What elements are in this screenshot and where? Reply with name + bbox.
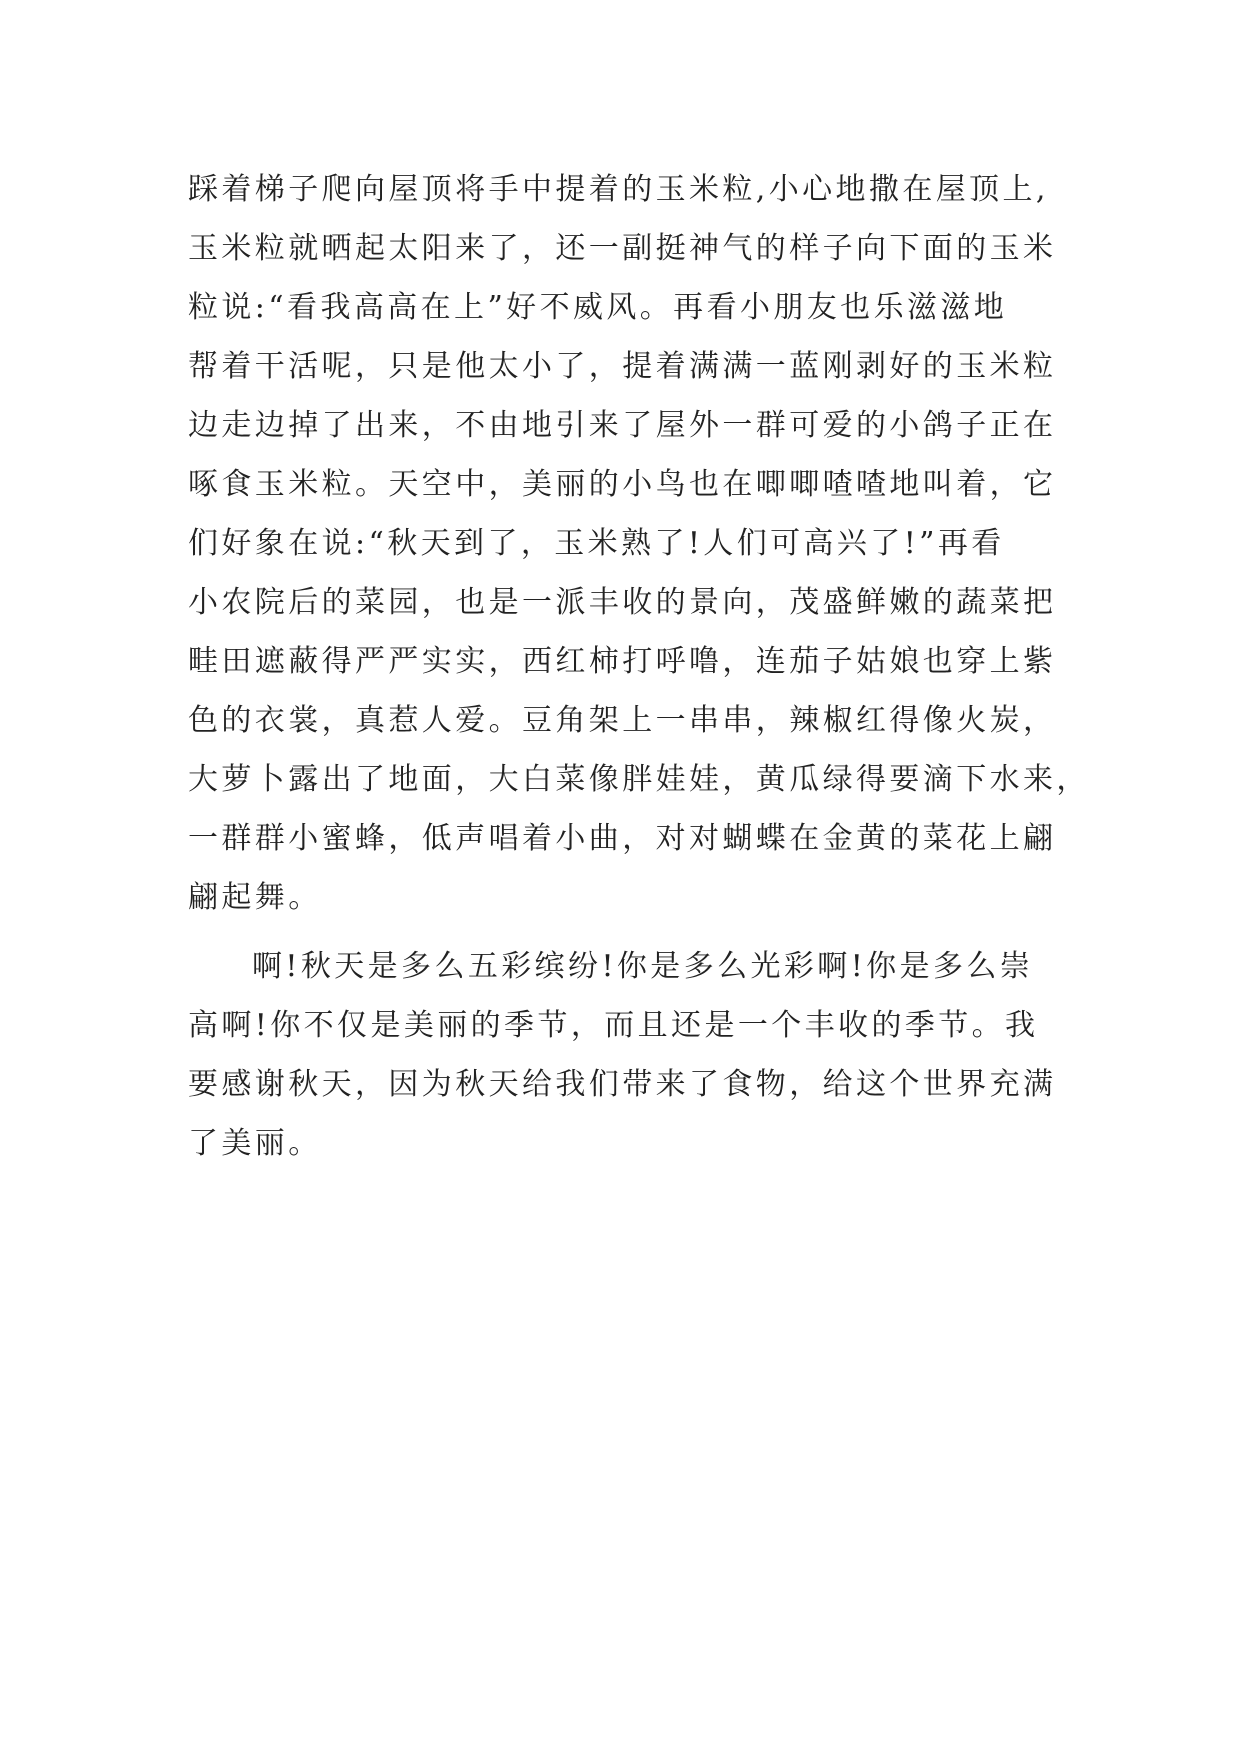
text-line: 翩起舞。 [188, 880, 322, 915]
text-line: 们好象在说:“秋天到了，玉米熟了!人们可高兴了!”再看 [188, 526, 1005, 561]
text-line: 小农院后的菜园，也是一派丰收的景向，茂盛鲜嫩的蔬菜把 [188, 585, 1057, 620]
text-line: 玉米粒就晒起太阳来了，还一副挺神气的样子向下面的玉米 [188, 231, 1057, 266]
text-line: 粒说:“看我高高在上”好不威风。再看小朋友也乐滋滋地 [188, 290, 1008, 325]
text-line: 色的衣裳，真惹人爱。豆角架上一串串，辣椒红得像火炭， [188, 703, 1057, 738]
body-text [188, 160, 1088, 1173]
text-line: 边走边掉了出来，不由地引来了屋外一群可爱的小鸽子正在 [188, 408, 1057, 443]
paragraph-harvest-scene [188, 160, 1088, 927]
text-line: 了美丽。 [188, 1126, 322, 1161]
text-line: 要感谢秋天，因为秋天给我们带来了食物，给这个世界充满 [188, 1067, 1057, 1102]
paragraph-conclusion [188, 937, 1088, 1173]
text-line: 踩着梯子爬向屋顶将手中提着的玉米粒,小心地撒在屋顶上, [188, 172, 1049, 207]
paragraph-gap [188, 927, 1088, 937]
text-line: 啄食玉米粒。天空中，美丽的小鸟也在唧唧喳喳地叫着，它 [188, 467, 1057, 502]
text-line: 高啊!你不仅是美丽的季节，而且还是一个丰收的季节。我 [188, 1008, 1039, 1043]
text-line: 帮着干活呢，只是他太小了，提着满满一蓝刚剥好的玉米粒 [188, 349, 1057, 384]
text-line: 畦田遮蔽得严严实实，西红柿打呼噜，连茄子姑娘也穿上紫 [188, 644, 1057, 679]
text-line: 大萝卜露出了地面，大白菜像胖娃娃，黄瓜绿得要滴下水来， [188, 762, 1090, 797]
text-line: 啊!秋天是多么五彩缤纷!你是多么光彩啊!你是多么崇 [252, 949, 1034, 984]
text-line: 一群群小蜜蜂，低声唱着小曲，对对蝴蝶在金黄的菜花上翩 [188, 821, 1057, 856]
